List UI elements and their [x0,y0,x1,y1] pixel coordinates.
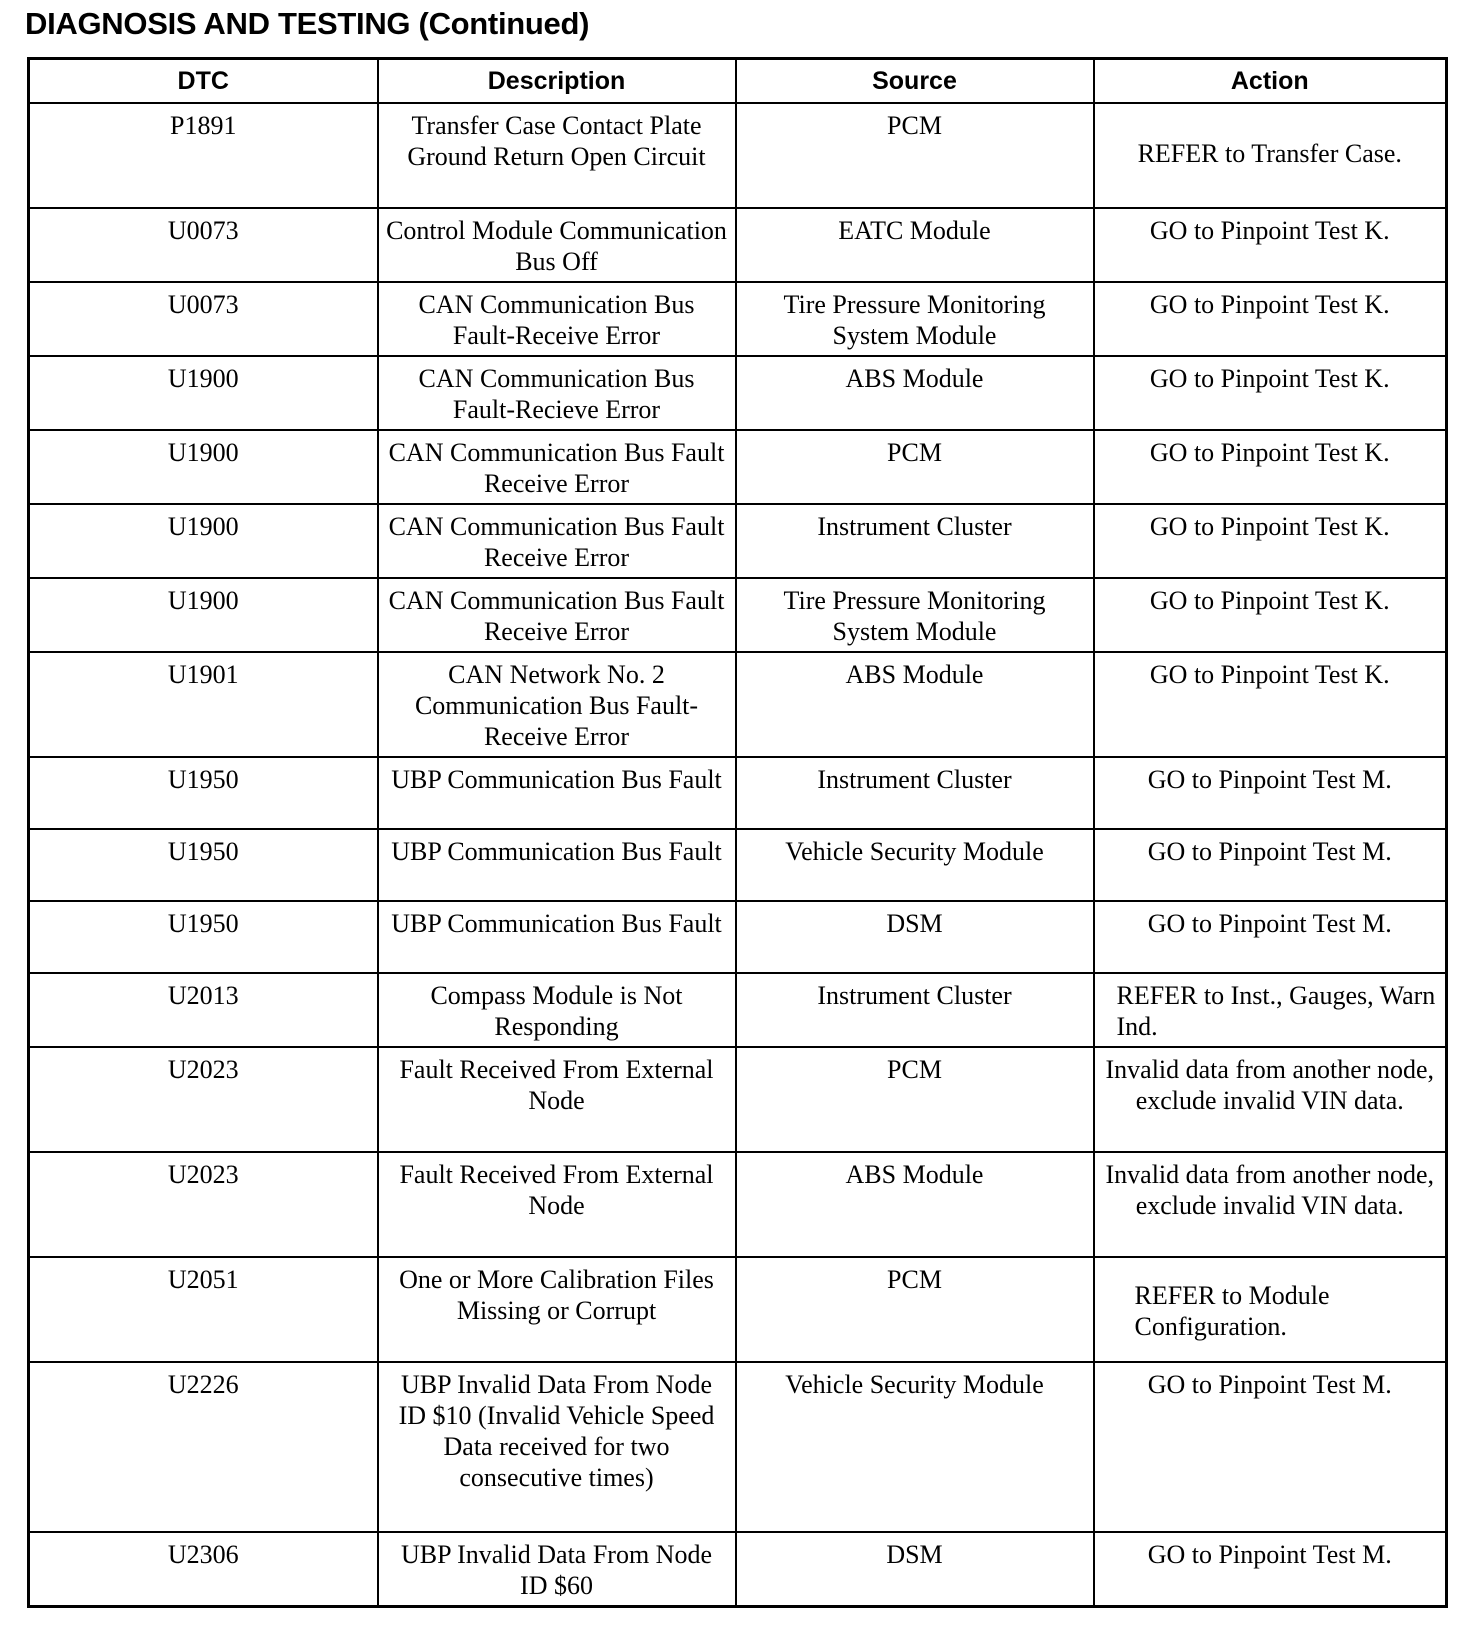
column-header-description: Description [378,59,736,104]
description-cell: Compass Module is Not Responding [378,973,736,1047]
description-cell: CAN Communication Bus Fault-Recieve Error [378,356,736,430]
source-cell: PCM [736,1047,1094,1152]
description-cell: Fault Received From External Node [378,1047,736,1152]
source-cell: Vehicle Security Module [736,829,1094,901]
source-cell: Tire Pressure Monitoring System Module [736,282,1094,356]
table-row [29,652,1447,757]
dtc-cell: U2023 [29,1152,378,1257]
description-cell: CAN Communication Bus Fault Receive Error [378,430,736,504]
source-cell: EATC Module [736,208,1094,282]
dtc-cell: U1950 [29,757,378,829]
action-cell: GO to Pinpoint Test M. [1094,1362,1447,1532]
table-row [29,1257,1447,1362]
description-cell: CAN Communication Bus Fault Receive Error [378,504,736,578]
description-cell: Control Module Communication Bus Off [378,208,736,282]
description-cell: CAN Communication Bus Fault Receive Error [378,578,736,652]
dtc-cell: U2023 [29,1047,378,1152]
action-cell: GO to Pinpoint Test K. [1094,356,1447,430]
description-cell: One or More Calibration Files Missing or Corrupt [378,1257,736,1362]
dtc-cell: U1950 [29,901,378,973]
action-cell: REFER to Transfer Case. [1094,103,1447,208]
description-cell: UBP Invalid Data From Node ID $10 (Invalid Vehicle Speed Data received for two consecutive times) [378,1362,736,1532]
action-cell: REFER to Module Configuration. [1094,1257,1447,1362]
table-row [29,1152,1447,1257]
dtc-cell: U0073 [29,208,378,282]
action-cell: GO to Pinpoint Test M. [1094,829,1447,901]
source-cell: ABS Module [736,652,1094,757]
action-cell: GO to Pinpoint Test K. [1094,504,1447,578]
source-cell: Instrument Cluster [736,757,1094,829]
dtc-cell: U2051 [29,1257,378,1362]
table-row [29,356,1447,430]
action-cell: GO to Pinpoint Test K. [1094,282,1447,356]
dtc-cell: U1900 [29,356,378,430]
description-cell: Transfer Case Contact Plate Ground Return Open Circuit [378,103,736,208]
table-row [29,1047,1447,1152]
source-cell: Instrument Cluster [736,504,1094,578]
action-cell: GO to Pinpoint Test K. [1094,208,1447,282]
table-row [29,757,1447,829]
dtc-cell: U2226 [29,1362,378,1532]
description-cell: UBP Communication Bus Fault [378,829,736,901]
source-cell: Tire Pressure Monitoring System Module [736,578,1094,652]
dtc-cell: U1900 [29,504,378,578]
source-cell: Vehicle Security Module [736,1362,1094,1532]
source-cell: PCM [736,430,1094,504]
dtc-cell: P1891 [29,103,378,208]
source-cell: PCM [736,1257,1094,1362]
table-row [29,973,1447,1047]
table-row [29,504,1447,578]
action-cell: GO to Pinpoint Test M. [1094,1532,1447,1607]
dtc-table [27,57,1448,1608]
action-cell: Invalid data from another node, exclude invalid VIN data. [1094,1047,1447,1152]
action-cell: GO to Pinpoint Test K. [1094,652,1447,757]
action-cell: GO to Pinpoint Test M. [1094,757,1447,829]
dtc-cell: U2306 [29,1532,378,1607]
action-cell: GO to Pinpoint Test K. [1094,430,1447,504]
description-cell: CAN Communication Bus Fault-Receive Error [378,282,736,356]
description-cell: UBP Communication Bus Fault [378,757,736,829]
dtc-cell: U2013 [29,973,378,1047]
source-cell: PCM [736,103,1094,208]
description-cell: UBP Communication Bus Fault [378,901,736,973]
table-row [29,1532,1447,1607]
table-row [29,901,1447,973]
dtc-cell: U1950 [29,829,378,901]
description-cell: Fault Received From External Node [378,1152,736,1257]
dtc-cell: U0073 [29,282,378,356]
source-cell: DSM [736,901,1094,973]
table-row [29,430,1447,504]
dtc-cell: U1901 [29,652,378,757]
column-header-dtc: DTC [29,59,378,104]
action-cell: GO to Pinpoint Test M. [1094,901,1447,973]
description-cell: UBP Invalid Data From Node ID $60 [378,1532,736,1607]
table-row [29,208,1447,282]
source-cell: Instrument Cluster [736,973,1094,1047]
table-header-row [29,59,1447,104]
source-cell: ABS Module [736,1152,1094,1257]
table-row [29,103,1447,208]
source-cell: ABS Module [736,356,1094,430]
table-row [29,1362,1447,1532]
action-cell: Invalid data from another node, exclude invalid VIN data. [1094,1152,1447,1257]
table-row [29,578,1447,652]
table-row [29,829,1447,901]
description-cell: CAN Network No. 2 Communication Bus Fault-Receive Error [378,652,736,757]
page-title: DIAGNOSIS AND TESTING (Continued) [25,6,590,41]
column-header-source: Source [736,59,1094,104]
column-header-action: Action [1094,59,1447,104]
table-row [29,282,1447,356]
action-cell: GO to Pinpoint Test K. [1094,578,1447,652]
source-cell: DSM [736,1532,1094,1607]
dtc-cell: U1900 [29,430,378,504]
action-cell: REFER to Inst., Gauges, Warn Ind. [1094,973,1447,1047]
dtc-cell: U1900 [29,578,378,652]
